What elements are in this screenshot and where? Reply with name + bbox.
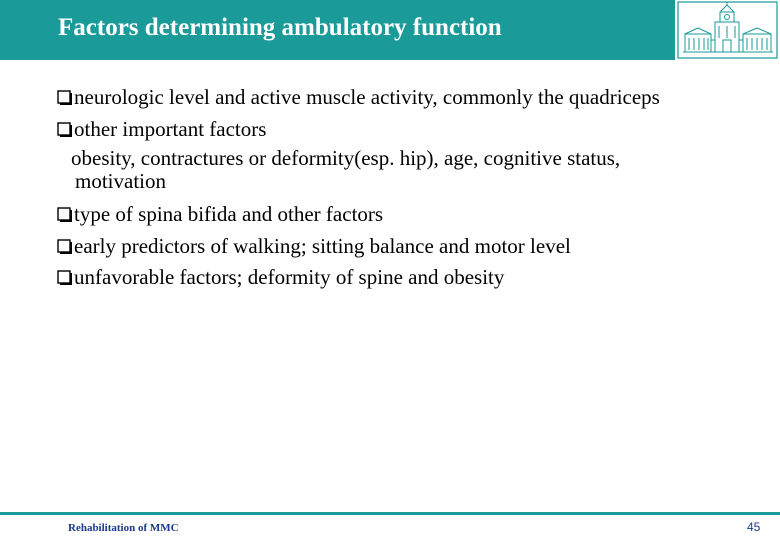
checkbox-bullet-icon — [57, 90, 74, 105]
list-item — [57, 231, 772, 263]
bullet-text: unfavorable factors; deformity of spine and obesity — [74, 265, 505, 289]
list-item — [57, 262, 772, 294]
page-number: 45 — [747, 520, 761, 534]
checkbox-bullet-icon — [57, 122, 74, 137]
list-item — [57, 114, 772, 146]
bullet-text: neurologic level and active muscle activity, commonly the quadriceps — [74, 85, 660, 109]
sub-text-block — [57, 145, 772, 199]
university-building-icon — [675, 0, 780, 60]
footer-title: Rehabilitation of MMC — [68, 522, 179, 534]
slide-title: Factors determining ambulatory function — [58, 14, 502, 41]
checkbox-bullet-icon — [57, 207, 74, 222]
slide-body — [57, 82, 772, 294]
bullet-text: other important factors — [74, 116, 267, 141]
checkbox-bullet-icon — [57, 270, 74, 285]
sub-text-line: motivation — [75, 169, 166, 193]
list-item — [57, 199, 772, 231]
list-item — [57, 82, 772, 114]
bullet-text: type of spina bifida and other factors — [74, 202, 384, 226]
sub-text-line: obesity, contractures or deformity(esp. hip), age, cognitive status, — [71, 146, 621, 170]
bullet-text: early predictors of walking; sitting balance and motor level — [74, 233, 571, 258]
checkbox-bullet-icon — [57, 239, 74, 254]
title-bar — [0, 0, 780, 60]
footer-divider — [0, 512, 780, 515]
